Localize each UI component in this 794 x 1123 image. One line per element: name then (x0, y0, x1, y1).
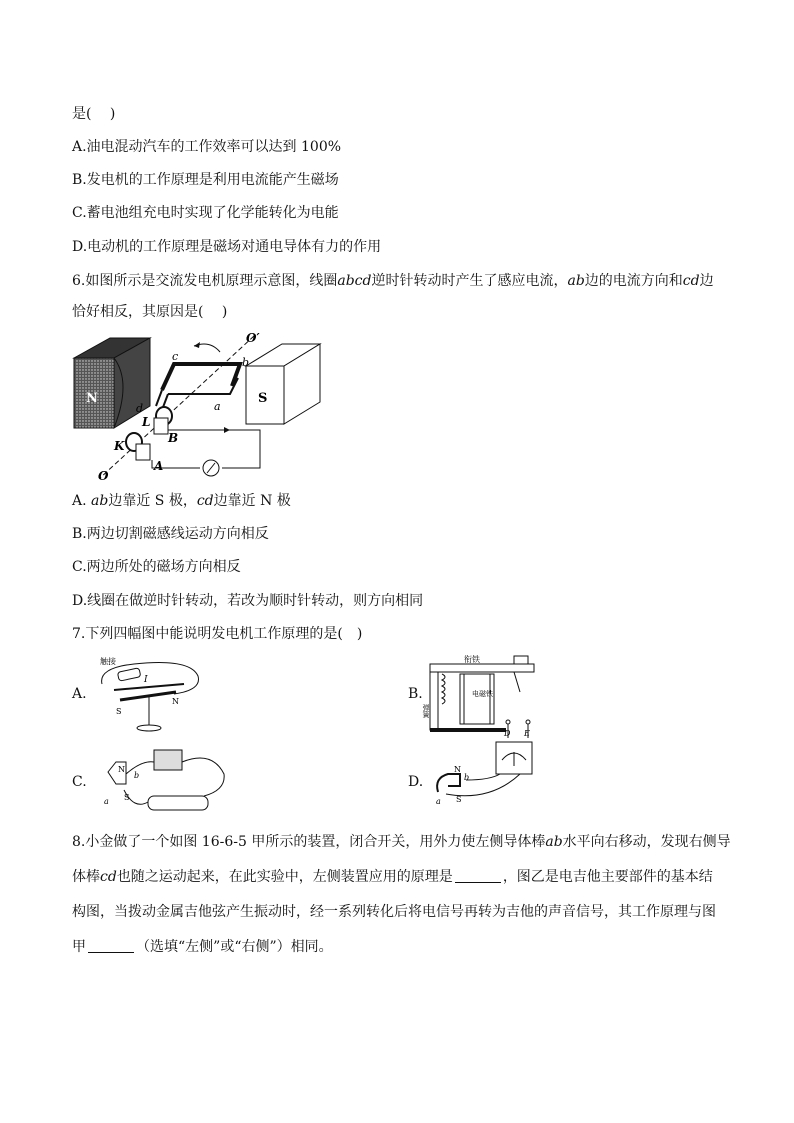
current-label: I (144, 675, 148, 685)
touch-label: 触接 (100, 657, 116, 666)
q7-figure-c (94, 740, 234, 822)
o-top-label: O′ (246, 331, 260, 345)
k-label: K (114, 439, 125, 453)
q6-stem-line2: 恰好相反，其原因是( ) (72, 304, 228, 320)
q6-option-a: A. ab边靠近 S 极，cd边靠近 N 极 (72, 493, 291, 509)
d-label: d (136, 402, 144, 415)
b-label: b (242, 356, 250, 369)
q7-label-c: C. (72, 774, 87, 790)
s-pole-label: S (258, 391, 268, 406)
electromagnet-label: 电磁铁 (472, 690, 493, 698)
q6-stem-line1: 6.如图所示是交流发电机原理示意图，线圈abcd逆时针转动时产生了感应电流，ab边的电流方向和cd边 (72, 273, 714, 289)
b-label: b (134, 771, 140, 780)
q7-stem: 7.下列四幅图中能说明发电机工作原理的是( ) (72, 626, 363, 642)
q7-figure-a (94, 656, 204, 734)
q8-line4: 甲 （选填“左侧”或“右侧”）相同。 (72, 939, 333, 955)
q8-line1: 8.小金做了一个如图 16-6-5 甲所示的装置，闭合开关，用外力使左侧导体棒ab水平向右移动，发现右侧导 (72, 834, 731, 850)
q5-option-c: C.蓄电池组充电时实现了化学能转化为电能 (72, 205, 339, 221)
A-label: A (154, 459, 164, 473)
q6-option-c: C.两边所处的磁场方向相反 (72, 559, 241, 575)
s-label: S (116, 707, 122, 716)
o-bottom-label: O (98, 469, 109, 483)
e-terminal-label: E (524, 729, 530, 738)
B-label: B (168, 431, 179, 445)
armature-label: 衔铁 (464, 655, 480, 664)
q6-option-d: D.线圈在做逆时针转动，若改为顺时针转动，则方向相同 (72, 593, 424, 609)
q7-figure-d (430, 740, 540, 808)
n-label: N (454, 765, 461, 774)
answer-blank-1[interactable] (455, 868, 501, 883)
q5-stem-end: 是( ) (72, 106, 116, 122)
b-label: b (464, 773, 470, 782)
ac-generator-figure (70, 330, 330, 482)
s-label: S (124, 793, 130, 802)
l-label: L (142, 415, 151, 429)
q7-label-a: A. (72, 686, 87, 702)
n-pole-label: N (86, 391, 98, 406)
q8-line2: 体棒cd也随之运动起来，在此实验中，左侧装置应用的原理是 ，图乙是电吉他主要部件的基本结 (72, 869, 713, 885)
answer-blank-2[interactable] (88, 938, 134, 953)
c-label: c (172, 350, 179, 363)
s-label: S (456, 795, 462, 804)
q5-option-d: D.电动机的工作原理是磁场对通电导体有力的作用 (72, 239, 382, 255)
a-label: a (436, 797, 441, 806)
spring-label: 弹簧 (422, 704, 430, 718)
q8-line3: 构图，当拨动金属吉他弦产生振动时，经一系列转化后将电信号再转为吉他的声音信号，其工作原理与图 (72, 904, 716, 920)
q5-option-b: B.发电机的工作原理是利用电流能产生磁场 (72, 172, 339, 188)
d-terminal-label: D (504, 729, 511, 738)
q7-label-d: D. (408, 774, 424, 790)
q6-option-b: B.两边切割磁感线运动方向相反 (72, 526, 269, 542)
q7-figure-b (424, 652, 544, 738)
n-label: N (118, 765, 125, 774)
q5-option-a: A.油电混动汽车的工作效率可以达到 100% (72, 139, 342, 155)
q7-label-b: B. (408, 686, 423, 702)
n-label: N (172, 697, 179, 706)
a-label: a (214, 400, 221, 413)
a-label: a (104, 797, 109, 806)
